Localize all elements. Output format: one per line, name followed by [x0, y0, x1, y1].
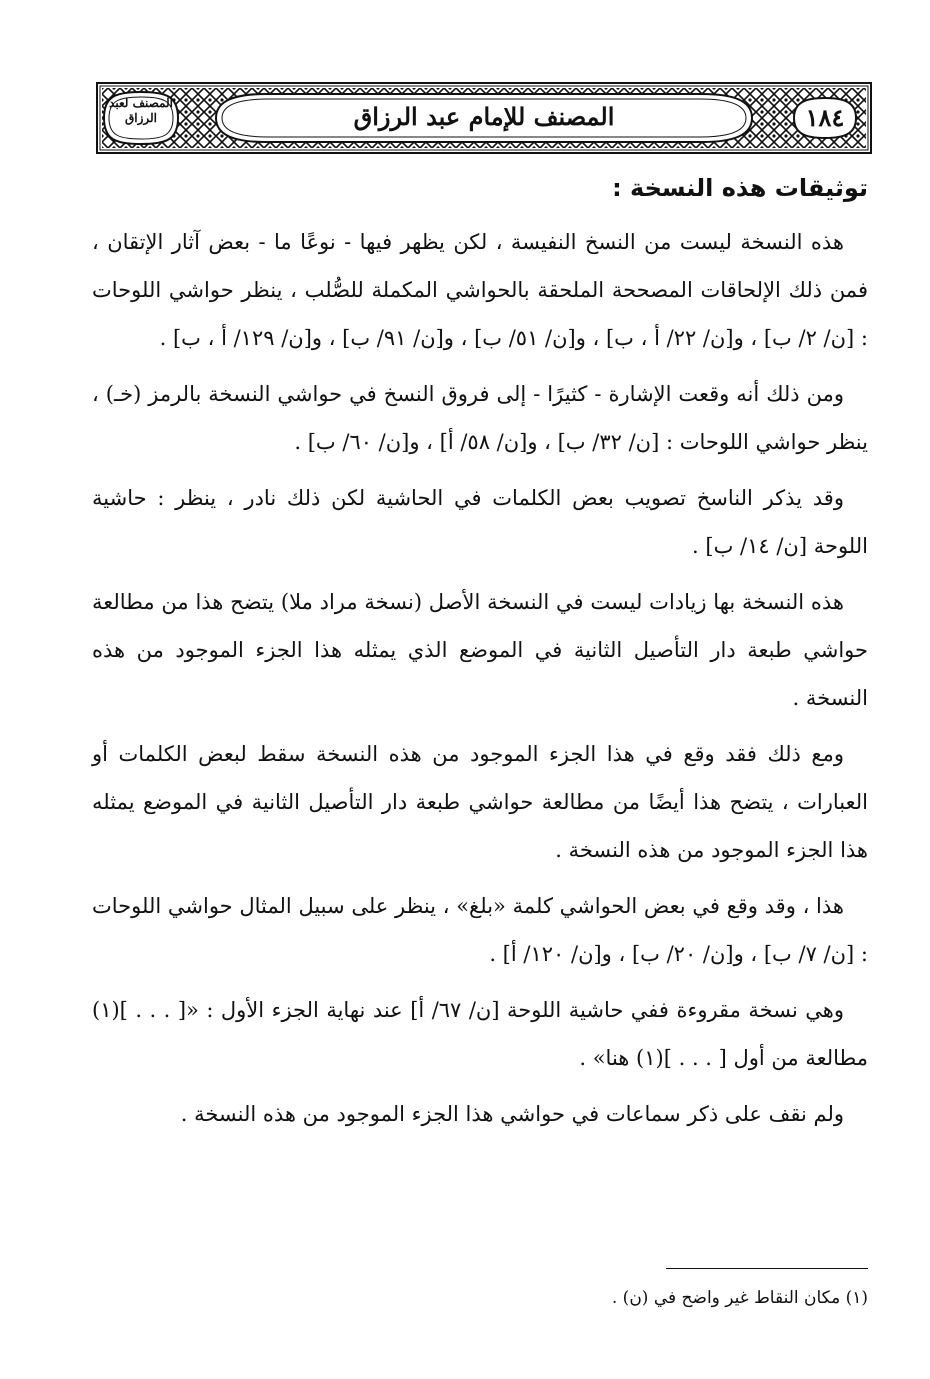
- footnote: (١) مكان النقاط غير واضح في (ن) .: [611, 1288, 868, 1308]
- paragraph: هذا ، وقد وقع في بعض الحواشي كلمة «بلغ» ، ينظر على سبيل المثال حواشي اللوحات : [ن/ ٧/ ب] ، و[ن/ ٢٠/ ب] ، و[ن/ ١٢٠/ أ] .: [92, 894, 868, 966]
- paragraph: وهي نسخة مقروءة ففي حاشية اللوحة [ن/ ٦٧/ أ] عند نهاية الجزء الأول : «[ . . . ](١) مطالعة من أول [ . . . ](١) هنا» .: [92, 998, 868, 1070]
- paragraph: هذه النسخة ليست من النسخ النفيسة ، لكن يظهر فيها - نوعًا ما - بعض آثار الإتقان ، فمن ذلك الإلحاقات المصححة الملحقة بالحواشي المكملة للصُّلب ، ينظر حواشي اللوحات : [ن/ ٢/ ب] ، و[ن/ ٢٢/ أ ، ب] ، و[ن/ ٥١/ ب] ، و[ن/ ٩١/ ب] ، و[ن/ ١٢٩/ أ ، ب] .: [92, 230, 868, 350]
- paragraph: ومن ذلك أنه وقعت الإشارة - كثيرًا - إلى فروق النسخ في حواشي النسخة بالرمز (خـ) ، ينظر حواشي اللوحات : [ن/ ٣٢/ ب] ، و[ن/ ٥٨/ أ] ، و[ن/ ٦٠/ ب] .: [92, 382, 868, 454]
- paragraph: ولم نقف على ذكر سماعات في حواشي هذا الجزء الموجود من هذه النسخة .: [180, 1102, 844, 1126]
- paragraph: ومع ذلك فقد وقع في هذا الجزء الموجود من هذه النسخة سقط لبعض الكلمات أو العبارات ، يتضح هذا أيضًا من مطالعة حواشي طبعة دار التأصيل الثانية في الموضع يمثله هذا الجزء الموجود من هذه النسخة .: [92, 742, 868, 862]
- running-header: [96, 82, 872, 154]
- page-number: ١٨٤: [805, 103, 845, 132]
- paragraph: وقد يذكر الناسخ تصويب بعض الكلمات في الحاشية لكن ذلك نادر ، ينظر : حاشية اللوحة [ن/ ١٤/ ب] .: [92, 486, 868, 558]
- main-text: [92, 166, 868, 1138]
- running-header-title: المصنف للإمام عبد الرزاق: [353, 102, 615, 131]
- paragraph: هذه النسخة بها زيادات ليست في النسخة الأصل (نسخة مراد ملا) يتضح هذا من مطالعة حواشي طبعة دار التأصيل الثانية في الموضع الذي يمثله هذا الجزء الموجود من هذه النسخة .: [92, 590, 868, 710]
- footnote-separator: [666, 1268, 868, 1269]
- header-badge-text: المصنف لعبد الرزاق: [109, 96, 173, 125]
- section-heading: توثيقات هذه النسخة :: [612, 174, 868, 202]
